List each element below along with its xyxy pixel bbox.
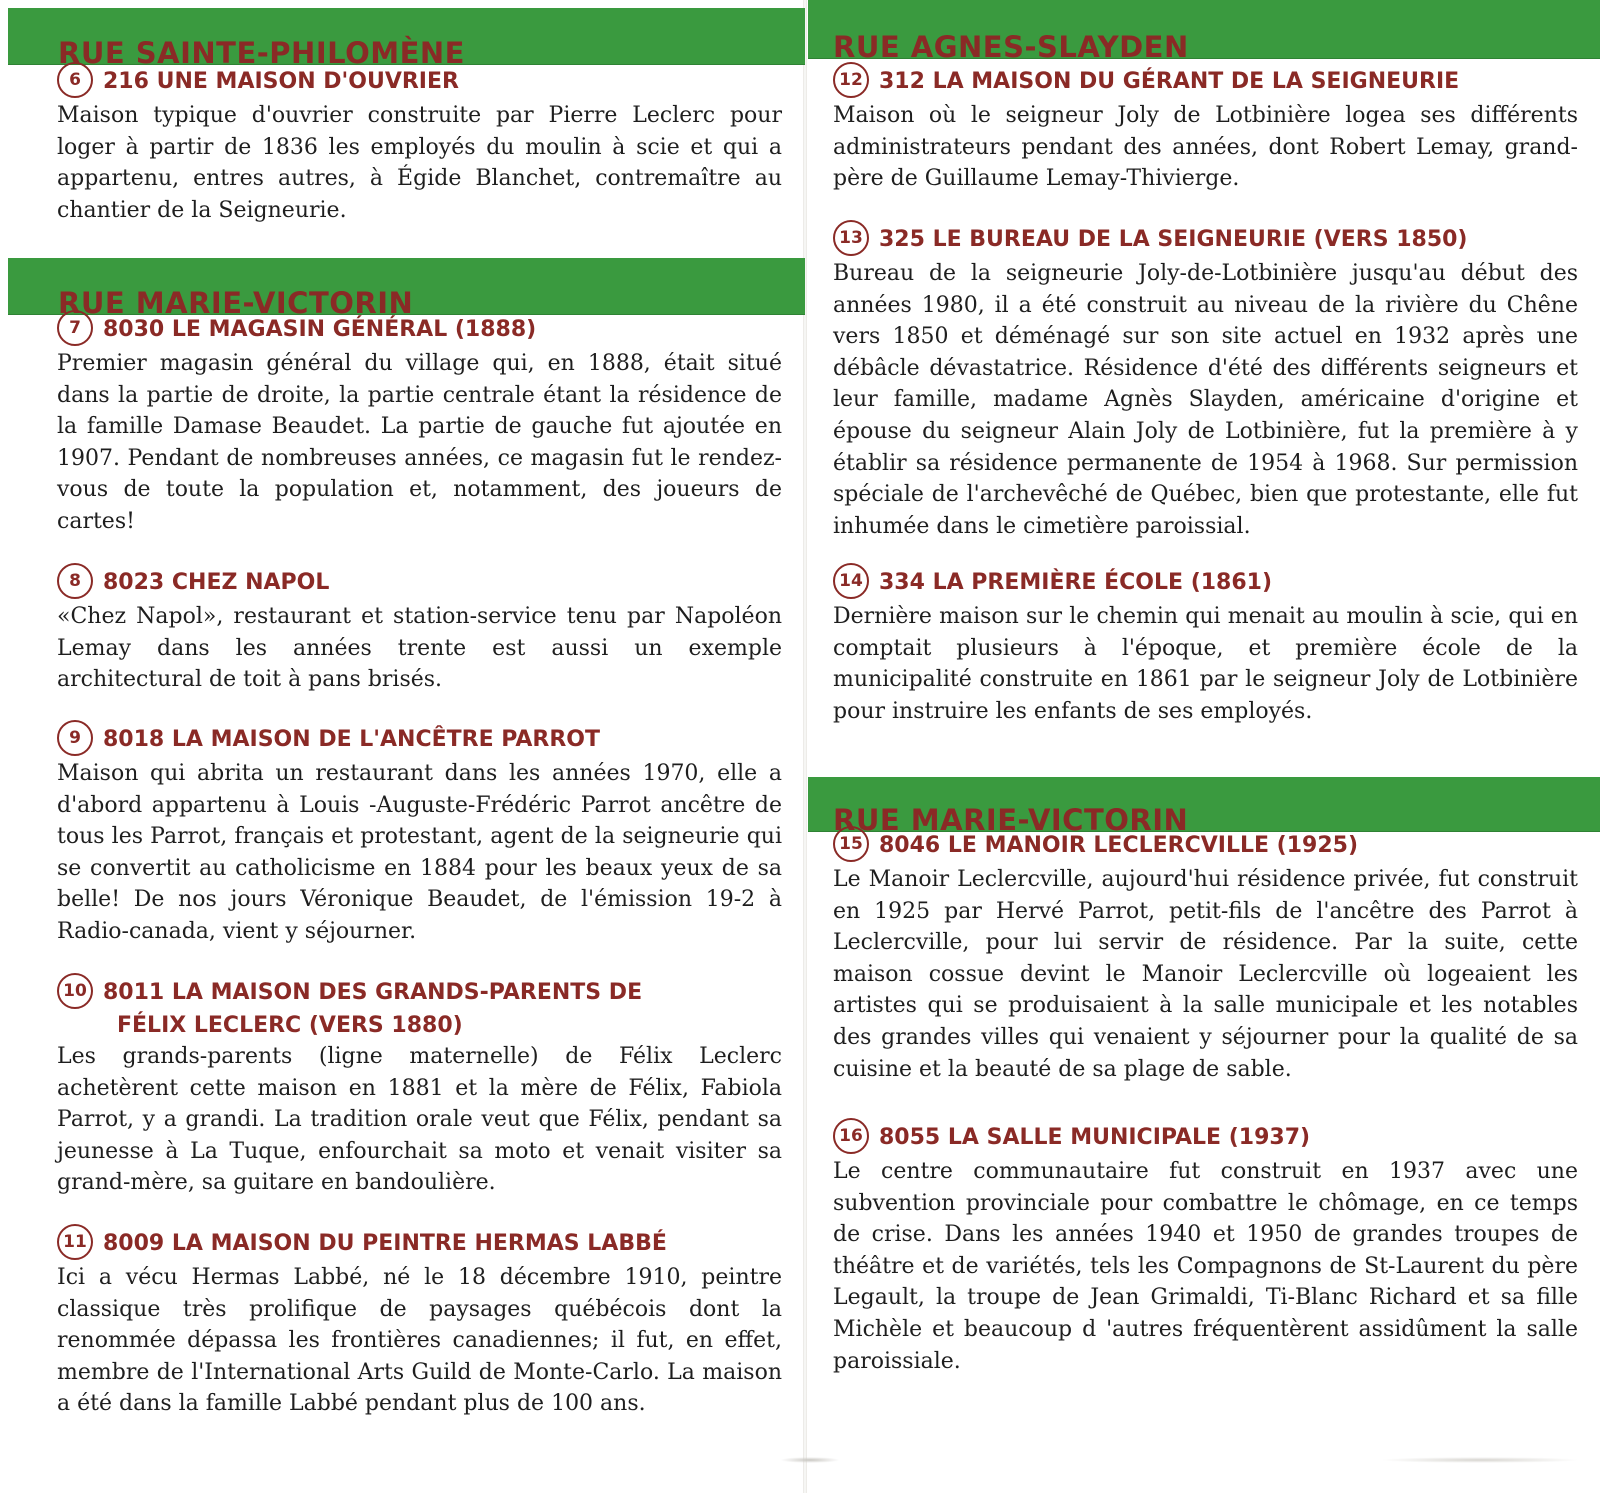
entry-6 [57, 64, 782, 226]
entry-title: 325 LE BUREAU DE LA SEIGNEURIE (VERS 1850) [879, 227, 1468, 252]
entry-description: Les grands-parents (ligne maternelle) de Félix Leclerc achetèrent cette maison en 1881 et la mère de Félix, Fabiola Parrot, y a grandi. La tradition orale veut que Félix, pendant sa jeunesse à La Tuque, enfourchait sa moto et venait visiter sa grand-mère, sa guitare en bandoulière. [57, 1044, 782, 1196]
entry-description: Maison qui abrita un restaurant dans les années 1970, elle a d'abord appartenu à Louis -Auguste-Frédéric Parrot ancêtre de tous les Parrot, français et protestant, agent de la seigneurie qui se convertit au catholicisme en 1884 pour les beaux yeux de sa belle! De nos jours Véronique Beaudet, de l'émission 19-2 à Radio-canada, vient y séjourner. [57, 761, 782, 944]
entry-heading [833, 64, 1578, 100]
street-name: RUE SAINTE-PHILOMÈNE [58, 36, 465, 70]
entry-title: 312 LA MAISON DU GÉRANT DE LA SEIGNEURIE [879, 69, 1460, 94]
entry-description: «Chez Napol», restaurant et station-service tenu par Napoléon Lemay dans les années trente est aussi un exemple architectural de toit à pans brisés. [57, 604, 782, 693]
entry-title: 8055 LA SALLE MUNICIPALE (1937) [879, 1125, 1311, 1150]
entry-description: Dernière maison sur le chemin qui menait au moulin à scie, qui en comptait plusieurs à l'époque, et première école de la municipalité construite en 1861 par le seigneur Joly de Lotbinière pour instruire les enfants de ses employés. [833, 604, 1578, 724]
entry-description: Le centre communautaire fut construit en 1937 avec une subvention provinciale pour combattre le chômage, en ce temps de crise. Dans les années 1940 et 1950 de grandes troupes de théâtre et de variétés, tels les Compagnons de St-Laurent du père Legault, la troupe de Jean Grimaldi, Ti-Blanc Richard et sa fille Michèle et beaucoup d 'autres fréquentèrent assidûment la salle paroissiale. [833, 1159, 1578, 1374]
entry-9 [57, 722, 782, 948]
entry-heading [57, 975, 782, 1041]
entry-title: 334 LA PREMIÈRE ÉCOLE (1861) [879, 570, 1273, 595]
page-shadow [780, 1457, 840, 1463]
entry-description: Maison où le seigneur Joly de Lotbinière logea ses différents administrateurs pendant des années, dont Robert Lemay, grand-père de Guillaume Lemay-Thivierge. [833, 103, 1578, 192]
entry-15 [833, 828, 1578, 1085]
entry-description: Le Manoir Leclercville, aujourd'hui résidence privée, fut construit en 1925 par Hervé Parrot, petit-fils de l'ancêtre des Parrot à Leclercville, pour lui servir de résidence. Par la suite, cette maison cossue devint le Manoir Leclercville où logeaient les artistes qui se produisaient à la salle municipale et les notables des grandes villes qui venaient y séjourner pour la qualité de sa cuisine et la beauté de sa plage de sable. [833, 867, 1578, 1082]
entry-12 [833, 64, 1578, 195]
entry-title: 8018 LA MAISON DE L'ANCÊTRE PARROT [103, 727, 600, 752]
entry-number-badge: 13 [833, 220, 869, 256]
entry-heading [57, 565, 782, 601]
street-name: RUE MARIE-VICTORIN [833, 803, 1189, 837]
entry-11 [57, 1226, 782, 1420]
entry-14 [833, 565, 1578, 727]
entry-10 [57, 975, 782, 1199]
entry-number-badge: 11 [57, 1224, 93, 1260]
entry-7 [57, 312, 782, 538]
page-shadow [1380, 1457, 1580, 1463]
street-banner-agnes-slayden [808, 0, 1600, 64]
entry-16 [833, 1120, 1578, 1377]
entry-heading [57, 312, 782, 348]
entry-number-badge: 14 [833, 563, 869, 599]
street-banner-sainte-philomene [8, 8, 805, 70]
entry-number-badge: 15 [833, 826, 869, 862]
entry-13 [833, 222, 1578, 542]
entry-description: Ici a vécu Hermas Labbé, né le 18 décembre 1910, peintre classique très prolifique de paysages québécois dont la renommée dépassa les frontières canadiennes; il fut, en effet, membre de l'International Arts Guild de Monte-Carlo. La maison a été dans la famille Labbé pendant plus de 100 ans. [57, 1265, 782, 1417]
entry-title: 8009 LA MAISON DU PEINTRE HERMAS LABBÉ [103, 1231, 667, 1256]
entry-title: 8046 LE MANOIR LECLERCVILLE (1925) [879, 833, 1359, 858]
entry-title: 216 UNE MAISON D'OUVRIER [103, 69, 459, 94]
entry-number-badge: 8 [57, 563, 93, 599]
entry-heading [57, 722, 782, 758]
street-name: RUE AGNES-SLAYDEN [833, 30, 1189, 64]
entry-heading [833, 828, 1578, 864]
entry-description: Maison typique d'ouvrier construite par Pierre Leclerc pour loger à partir de 1836 les employés du moulin à scie et qui a appartenu, entres autres, à Égide Blanchet, contremaître au chantier de la Seigneurie. [57, 103, 782, 223]
entry-number-badge: 12 [833, 62, 869, 98]
entry-title: 8030 LE MAGASIN GÉNÉRAL (1888) [103, 317, 537, 342]
entry-heading [57, 64, 782, 100]
page-fold [803, 0, 807, 1493]
street-banner-marie-victorin-right [808, 777, 1600, 837]
entry-title: 8023 CHEZ NAPOL [103, 570, 330, 595]
entry-heading [57, 1226, 782, 1262]
entry-number-badge: 10 [57, 973, 93, 1009]
entry-heading [833, 565, 1578, 601]
entry-number-badge: 16 [833, 1118, 869, 1154]
entry-number-badge: 7 [57, 310, 93, 346]
entry-title-continued: FÉLIX LECLERC (VERS 1880) [117, 1013, 463, 1038]
entry-title: 8011 LA MAISON DES GRANDS-PARENTS DE [103, 980, 643, 1005]
entry-description: Premier magasin général du village qui, en 1888, était situé dans la partie de droite, la partie centrale étant la résidence de la famille Damase Beaudet. La partie de gauche fut ajoutée en 1907. Pendant de nombreuses années, ce magasin fut le rendez-vous de toute la population et, notamment, des joueurs de cartes! [57, 351, 782, 534]
entry-heading [833, 222, 1578, 258]
entry-number-badge: 6 [57, 62, 93, 98]
entry-description: Bureau de la seigneurie Joly-de-Lotbinière jusqu'au début des années 1980, il a été construit au niveau de la rivière du Chêne vers 1850 et déménagé sur son site actuel en 1932 après une débâcle dévastatrice. Résidence d'été des différents seigneurs et leur famille, madame Agnès Slayden, américaine d'origine et épouse du seigneur Alain Joly de Lotbinière, fut la première à y établir sa résidence permanente de 1954 à 1968. Sur permission spéciale de l'archevêché de Québec, bien que protestante, elle fut inhumée dans le cimetière paroissial. [833, 261, 1578, 539]
street-banner-marie-victorin [8, 258, 805, 320]
entry-heading [833, 1120, 1578, 1156]
street-name: RUE MARIE-VICTORIN [58, 286, 414, 320]
entry-8 [57, 565, 782, 696]
entry-number-badge: 9 [57, 720, 93, 756]
